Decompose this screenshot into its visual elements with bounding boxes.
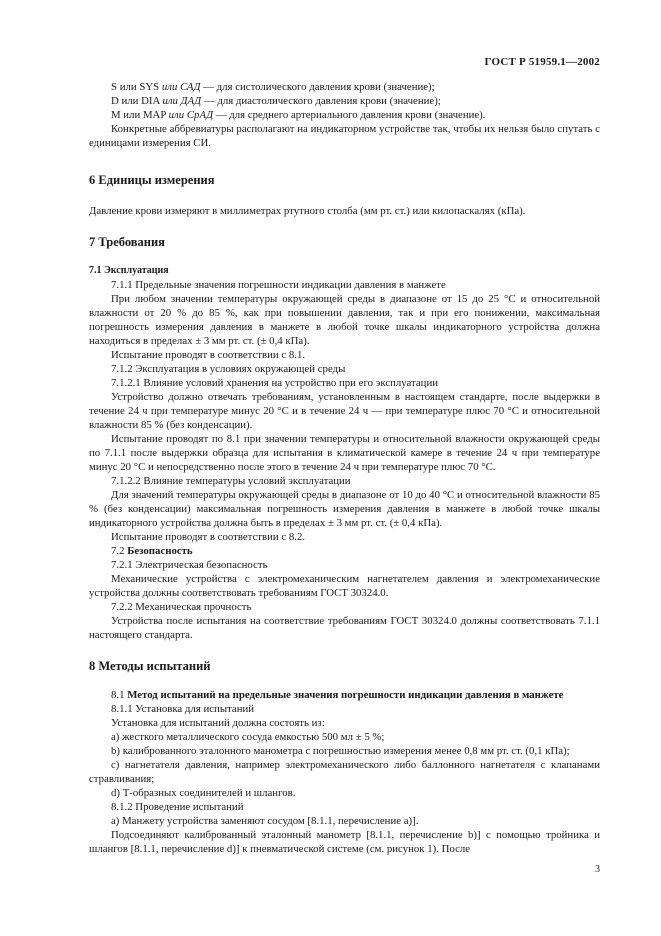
para-7-1-1-text: При любом значении температуры окружающей среды в диапазоне от 15 до 25 °С и относительной влажности от 20 % до 85 %, как при повышении давления, так и при его понижении, максимальная погрешность измерения давления в манжете в любой точке шкалы индикаторного устройства должна находиться в пределах ± 3 мм рт. ст. (± 0,4 кПа). [89,293,600,347]
section-7-1-title: 7.1 Эксплуатация [89,265,169,276]
list-item-a: а) жесткого металлического сосуда емкостью 500 мл ± 5 %; [111,731,385,743]
list-item-c: с) нагнетателя давления, например электромеханического либо баллонного нагнетателя с клапанами стравливания; [89,759,600,785]
section-8-1-title: 8.1 Метод испытаний на предельные значения погрешности индикации давления в манжете [111,689,564,701]
para-7-1-2-1-text: Устройство должно отвечать требованиям, установленным в настоящем стандарте, после выдержки в течение 24 ч при температуре минус 20 °С и в течение 24 ч — при температуре плюс 70 °С и относительной влажности 85 % (без конденсации). [89,391,600,431]
para-8-1-2-b: Подсоединяют калиброванный эталонный манометр [8.1.1, перечисление b)] с помощью тройника и шлангов [8.1.1, перечисление d)] к пневматической системе (см. рисунок 1). После [89,829,600,855]
document-body [89,80,600,856]
para-8-1-2-a: а) Манжету устройства заменяют сосудом [8.1.1, перечисление а)]. [111,815,419,827]
abbr-mean: M или MAP или СрАД — для среднего артериального давления крови (значение). [111,109,486,121]
section-7-title: 7 Требования [89,235,165,249]
para-7-2-1: 7.2.1 Электрическая безопасность [111,559,268,571]
para-7-1-2-2-text: Для значений температуры окружающей среды в диапазоне от 10 до 40 °С и относительной влажности 85 % (без конденсации) максимальная погрешность измерения давления в манжете в любой точке шкалы индикаторного устройства должна быть в пределах ± 3 мм рт. ст. (± 0,4 кПа). [89,489,600,529]
para-7-1-2-1: 7.1.2.1 Влияние условий хранения на устройство при его эксплуатации [111,377,439,389]
list-item-b: b) калиброванного эталонного манометра с погрешностью измерения менее 0,8 мм рт. ст. (0,1 кПа); [111,745,570,757]
abbr-note: Конкретные аббревиатуры располагают на индикаторном устройстве так, чтобы их нельзя было спутать с единицами измерения СИ. [89,123,600,149]
para-7-1-1: 7.1.1 Предельные значения погрешности индикации давления в манжете [111,279,446,291]
section-7-2-title: 7.2 Безопасность [111,545,193,557]
para-7-2-2-text: Устройства после испытания на соответствие требованиям ГОСТ 30324.0 должны соответствовать 7.1.1 настоящего стандарта. [89,615,600,641]
para-8-1-1: 8.1.1 Установка для испытаний [111,703,255,715]
para-8-1-2: 8.1.2 Проведение испытаний [111,801,244,813]
section-6-text: Давление крови измеряют в миллиметрах ртутного столба (мм рт. ст.) или килопаскалях (кПа). [89,205,526,217]
document-code: ГОСТ Р 51959.1—2002 [484,56,600,68]
abbr-systolic: S или SYS или САД — для систолического давления крови (значение); [111,81,435,93]
para-7-1-2-1-test: Испытание проводят по 8.1 при значении температуры и относительной влажности окружающей среды по 7.1.1 после выдержки образца для испытания в климатической камере в течение 24 ч при температуре минус 20 °С и непосредственно после этого в течение 24 ч при температуре плюс 70 °С. [89,433,600,473]
page-number: 3 [595,864,600,875]
section-8-title: 8 Методы испытаний [89,659,211,673]
section-6-title: 6 Единицы измерения [89,173,215,187]
para-7-1-1-test: Испытание проводят в соответствии с 8.1. [111,349,306,361]
para-7-1-2-2: 7.1.2.2 Влияние температуры условий эксплуатации [111,475,351,487]
para-7-1-2: 7.1.2 Эксплуатация в условиях окружающей среды [111,363,346,375]
para-7-1-2-2-test: Испытание проводят в соответствии с 8.2. [111,531,306,543]
para-7-2-1-text: Механические устройства с электромеханическим нагнетателем давления и электромеханические устройства должны соответствовать требованиям ГОСТ 30324.0. [89,573,600,599]
abbr-diastolic: D или DIA или ДАД — для диастолического давления крови (значение); [111,95,441,107]
para-8-1-1-text: Установка для испытаний должна состоять из: [111,717,325,729]
list-item-d: d) Т-образных соединителей и шлангов. [111,787,296,799]
para-7-2-2: 7.2.2 Механическая прочность [111,601,252,613]
